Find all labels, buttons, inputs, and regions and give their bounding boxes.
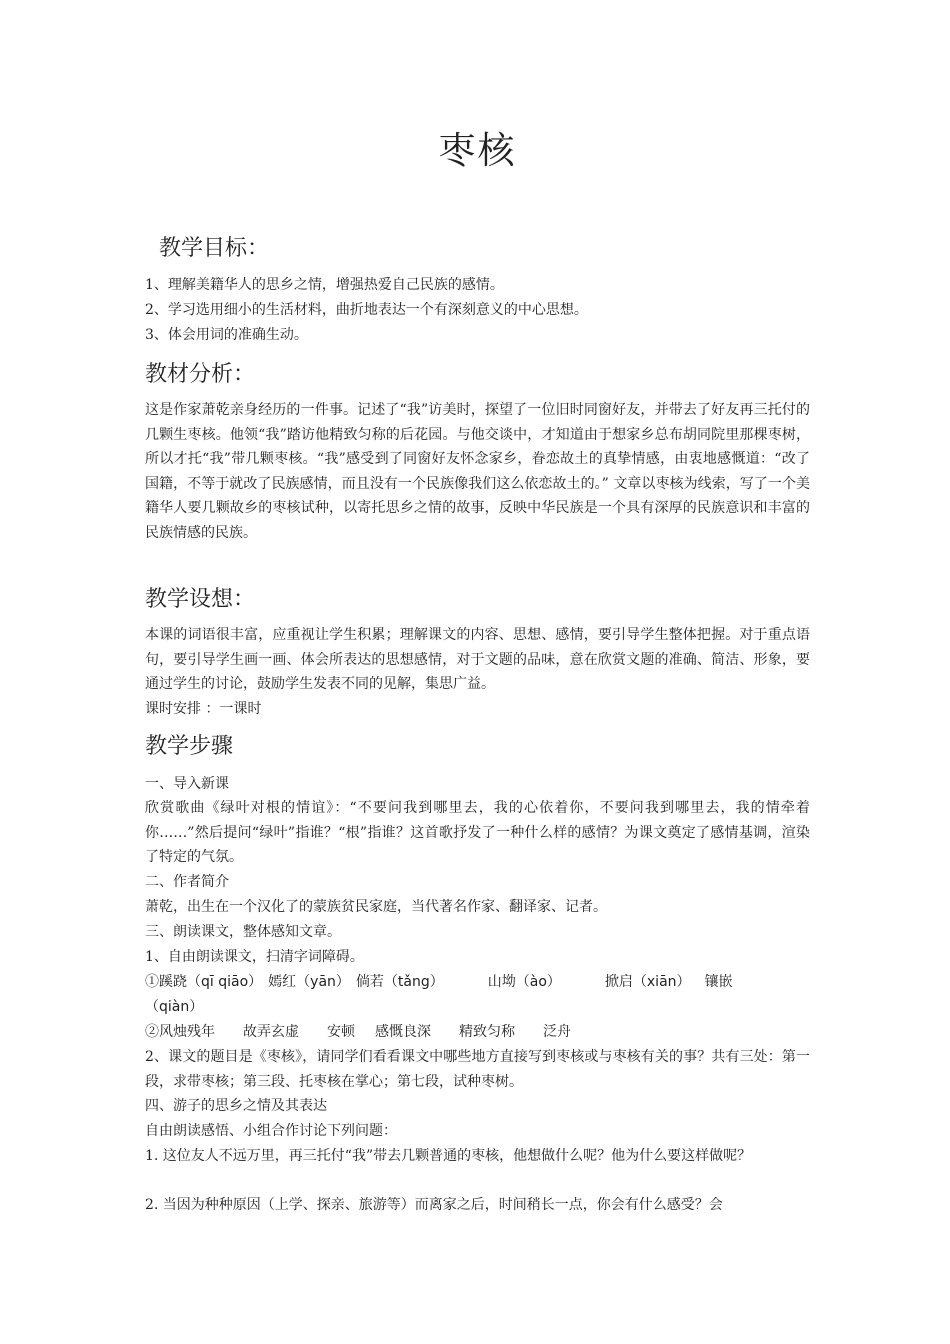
vocab2-word-4: 感慨良深: [375, 1024, 431, 1040]
vocab2-word-3: 安顿: [327, 1024, 355, 1040]
step4-title: 四、游子的思乡之情及其表达: [145, 1098, 327, 1114]
document-title: 枣核: [438, 129, 517, 172]
vocab1-word-3: 倘若: [355, 974, 384, 990]
step4-intro: 自由朗读感悟、小组合作讨论下列问题：: [145, 1123, 397, 1139]
vocab1-pinyin-5: （xiān）: [632, 974, 691, 990]
vocab-line-2: [145, 1020, 810, 1045]
vocab1-pinyin-3: （tǎng）: [383, 974, 444, 990]
vocab1-word-4: 山坳: [487, 974, 516, 990]
vocab1-marker: ①: [145, 974, 159, 990]
goal-item-1: 1、理解美籍华人的思乡之情，增强热爱自己民族的感情。: [145, 277, 504, 293]
teaching-design-text: 本课的词语很丰富，应重视让学生积累；理解课文的内容、思想、感情，要引导学生整体把握。对于重点语句，要引导学生画一画、体会所表达的思想感情，对于文题的品味，意在欣赏文题的准确、简洁、形象，要通过学生的讨论，鼓励学生发表不同的见解，集思广益。: [145, 627, 810, 692]
material-analysis-text: 这是作家萧乾亲身经历的一件事。记述了“我”访美时，探望了一位旧时同窗好友，并带去了好友再三托付的几颗生枣核。他领“我”踏访他精致匀称的后花园。与他交谈中，才知道由于想家乡总布胡同院里那棵枣树，所以才托“我”带几颗枣核。“我”感受到了同窗好友怀念家乡，眷恋故土的真挚情感，由衷地感慨道：“改了国籍，不等于就改了民族感情，而且没有一个民族像我们这么依恋故土的。” 文章以枣核为线索，写了一个美籍华人要几颗故乡的枣核试种，以寄托思乡之情的故事，反映中华民族是一个具有深厚的民族意识和丰富的民族情感的民族。: [145, 402, 810, 541]
schedule-text: 课时安排 ：一课时: [145, 701, 262, 717]
vocab1-pinyin-6: （qiàn）: [145, 999, 204, 1015]
vocab1-pinyin-2: （yān）: [296, 974, 350, 990]
heading-teaching-design: 教学设想：: [145, 587, 256, 612]
vocab2-marker: ②: [145, 1024, 159, 1040]
step2-title: 二、作者简介: [145, 874, 229, 890]
vocab2-word-5: 精致匀称: [459, 1024, 515, 1040]
step1-title: 一、导入新课: [145, 776, 229, 792]
vocab1-pinyin-4: （ào）: [515, 974, 561, 990]
vocab-line-1: [145, 970, 810, 995]
vocab1-word-1: 蹊跷: [159, 974, 187, 990]
vocab1-word-6: 镶嵌: [704, 974, 733, 990]
step1-text: 欣赏歌曲《绿叶对根的情谊》：“不要问我到哪里去，我的心依着你，不要问我到哪里去，我的情牵着你……”然后提问“绿叶”指谁？“根”指谁？这首歌抒发了一种什么样的感情？为课文奠定了感情基调，渲染了特定的气氛。: [145, 800, 810, 865]
vocab-line-1-cont: [145, 995, 810, 1020]
vocab1-word-5: 掀启: [604, 974, 633, 990]
heading-teaching-goals: 教学目标：: [159, 236, 270, 261]
question-1: 1. 这位友人不远万里，再三托付“我”带去几颗普通的枣核，他想做什么呢？他为什么要这样做呢？: [145, 1148, 752, 1164]
vocab2-word-2: 故弄玄虚: [243, 1024, 299, 1040]
vocab1-word-2: 嫣红: [268, 974, 297, 990]
heading-teaching-steps: 教学步骤: [145, 734, 234, 759]
step3-sub2: 2、课文的题目是《枣核》，请同学们看看课文中哪些地方直接写到枣核或与枣核有关的事？共有三处：第一段，求带枣核；第三段、托枣核在掌心；第七段，试种枣树。: [145, 1049, 810, 1090]
step2-text: 萧乾，出生在一个汉化了的蒙族贫民家庭，当代著名作家、翻译家、记者。: [145, 899, 607, 915]
heading-material-analysis: 教材分析：: [145, 362, 256, 387]
vocab1-pinyin-1: （qī qiāo）: [187, 974, 263, 990]
question-2: 2. 当因为种种原因（上学、探亲、旅游等）而离家之后，时间稍长一点，你会有什么感受？会: [145, 1197, 723, 1213]
goal-item-2: 2、学习选用细小的生活材料，曲折地表达一个有深刻意义的中心思想。: [145, 302, 588, 318]
step3-title: 三、朗读课文，整体感知文章。: [145, 924, 341, 940]
vocab2-word-1: 风烛残年: [159, 1024, 215, 1040]
step3-sub1: 1、自由朗读课文，扫清字词障碍。: [145, 949, 364, 965]
goal-item-3: 3、体会用词的准确生动。: [145, 327, 308, 343]
vocab2-word-6: 泛舟: [543, 1024, 571, 1040]
